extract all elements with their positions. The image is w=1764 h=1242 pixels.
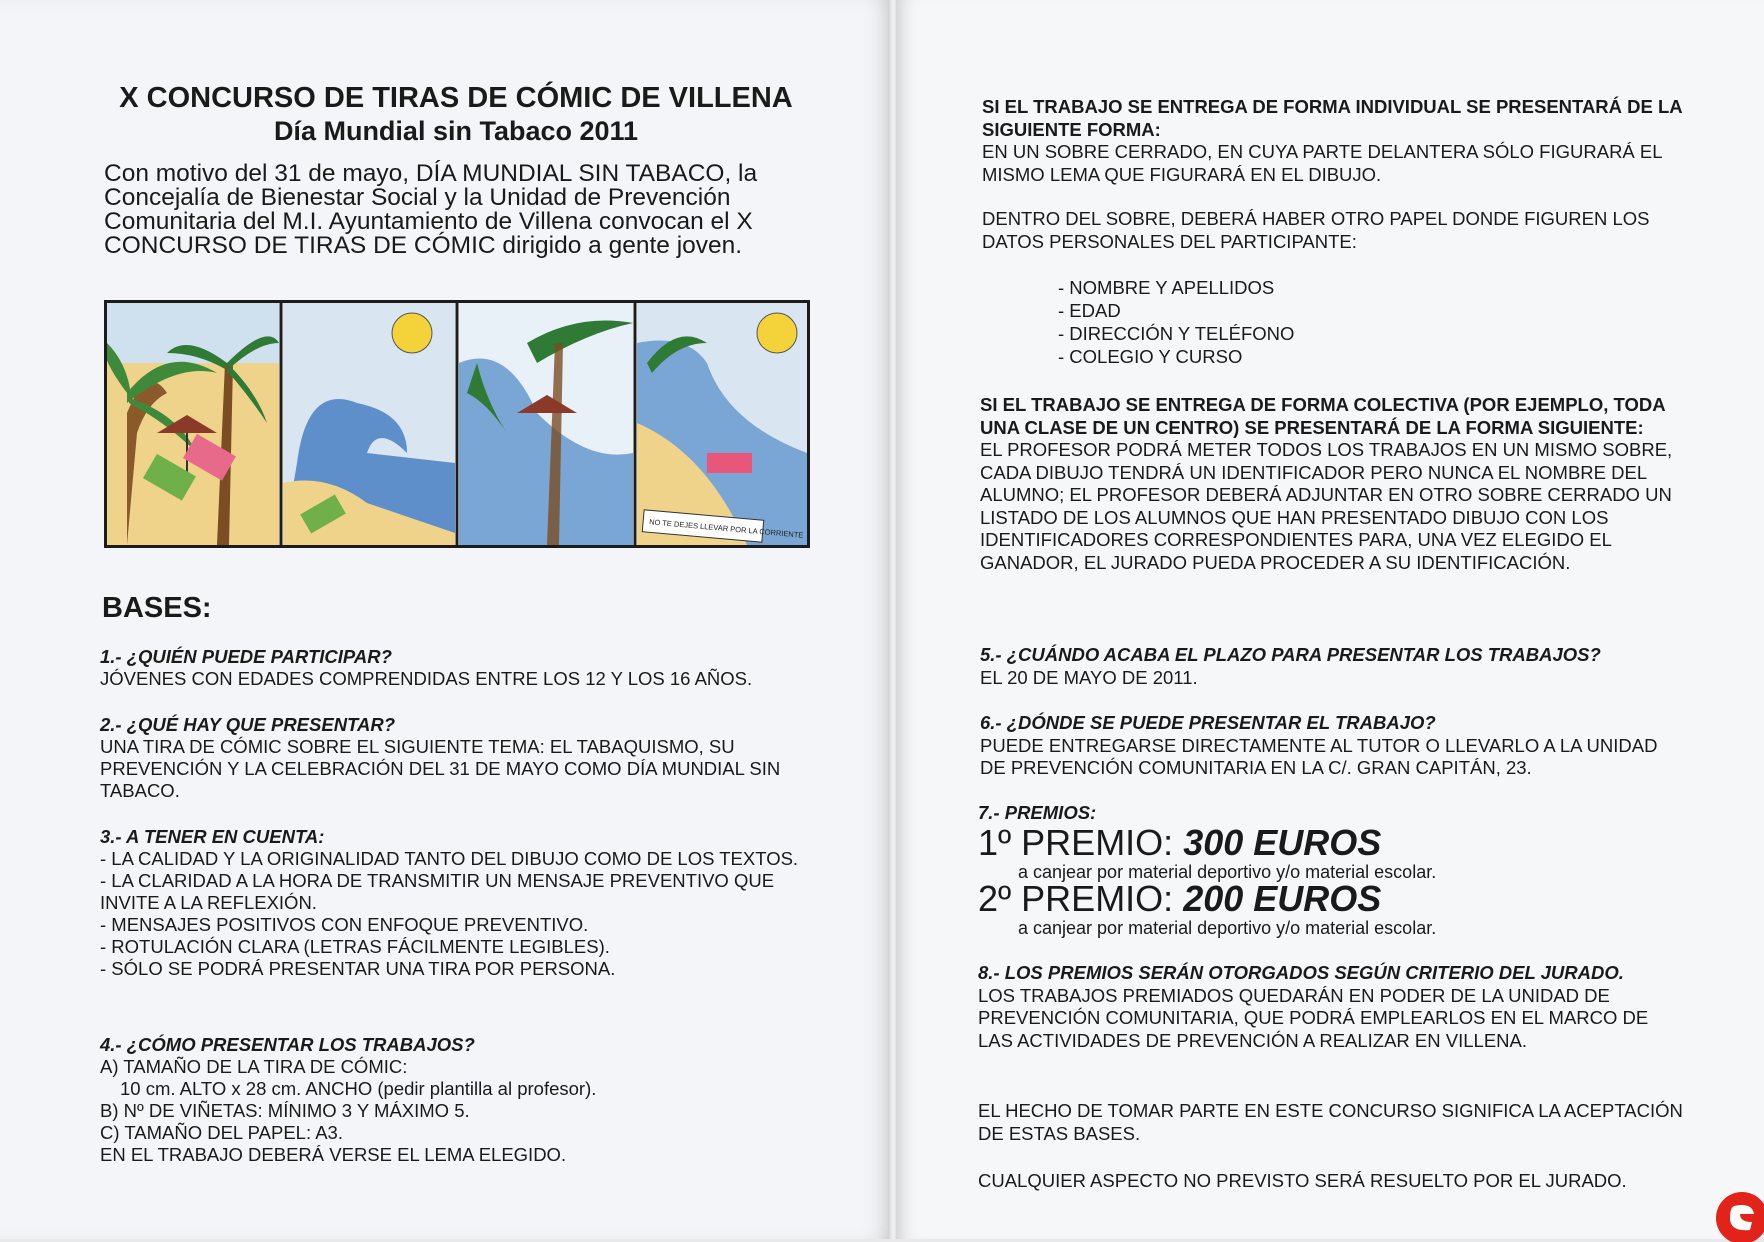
corner-logo-icon (1712, 1188, 1764, 1242)
section-3-item: - ROTULACIÓN CLARA (LETRAS FÁCILMENTE LEGIBLES). (100, 936, 610, 957)
section-4-item: A) TAMAÑO DE LA TIRA DE CÓMIC: (100, 1056, 408, 1077)
list-item: - NOMBRE Y APELLIDOS (1058, 277, 1275, 298)
section-3-item: - LA CLARIDAD A LA HORA DE TRANSMITIR UN MENSAJE PREVENTIVO QUE INVITE A LA REFLEXIÓN. (100, 870, 775, 913)
first-prize-amount: 300 EUROS (1183, 822, 1382, 863)
comic-sign-text: NO TE DEJES LLEVAR POR LA CORRIENTE (648, 517, 804, 540)
individual-submission (982, 96, 1688, 186)
comic-panel-3 (459, 303, 633, 545)
comic-strip-illustration (107, 303, 807, 545)
second-prize (978, 880, 1381, 918)
section-4-item: C) TAMAÑO DEL PAPEL: A3. (100, 1122, 343, 1143)
section-1-answer: JÓVENES CON EDADES COMPRENDIDAS ENTRE LOS 12 Y LOS 16 AÑOS. (100, 668, 753, 689)
acceptance-text: EL HECHO DE TOMAR PARTE EN ESTE CONCURSO SIGNIFICA LA ACEPTACIÓN DE ESTAS BASES. (978, 1100, 1683, 1144)
comic-strip (104, 300, 810, 548)
section-8-question: 8.- LOS PREMIOS SERÁN OTORGADOS SEGÚN CRITERIO DEL JURADO. (978, 962, 1624, 983)
section-1-question: 1.- ¿QUIÉN PUEDE PARTICIPAR? (100, 646, 392, 667)
second-prize-note: a canjear por material deportivo y/o material escolar. (1018, 918, 1437, 938)
section-6-answer: PUEDE ENTREGARSE DIRECTAMENTE AL TUTOR O LLEVARLO A LA UNIDAD DE PREVENCIÓN COMUNITARIA EN LA C/. GRAN CAPITÁN, 23. (980, 734, 1658, 778)
list-item: - DIRECCIÓN Y TELÉFONO (1058, 323, 1295, 344)
closing-text: CUALQUIER ASPECTO NO PREVISTO SERÁ RESUELTO POR EL JURADO. (978, 1170, 1627, 1191)
section-2-question: 2.- ¿QUÉ HAY QUE PRESENTAR? (100, 714, 396, 735)
comic-panel-2 (283, 303, 455, 545)
section-3-item: - SÓLO SE PODRÁ PRESENTAR UNA TIRA POR PERSONA. (100, 958, 616, 979)
contest-subtitle: Día Mundial sin Tabaco 2011 (273, 116, 639, 146)
section-6 (980, 712, 1688, 780)
section-8-answer: LOS TRABAJOS PREMIADOS QUEDARÁN EN PODER DE LA UNIDAD DE PREVENCIÓN COMUNITARIA, QUE PODRÁ EMPLEARLOS EN EL MARCO DE LAS ACTIVIDADES DE PREVENCIÓN A REALIZAR EN VILLENA. (978, 984, 1649, 1051)
collective-text: EL PROFESOR PODRÁ METER TODOS LOS TRABAJOS EN UN MISMO SOBRE, CADA DIBUJO TENDRÁ UN IDENTIFICADOR PERO NUNCA EL NOMBRE DEL ALUMNO; EL PROFESOR DEBERÁ ADJUNTAR EN OTRO SOBRE CERRADO UN LISTADO DE LOS ALUMNOS QUE HAN PRESENTADO DIBUJO CON LOS IDENTIFICADORES CORRESPONDIENTES PARA, UNA VEZ ELEGIDO EL GANADOR, EL JURADO PUEDA PROCEDER A SU IDENTIFICACIÓN. (980, 439, 1673, 573)
section-5-answer: EL 20 DE MAYO DE 2011. (980, 666, 1198, 688)
section-6-question: 6.- ¿DÓNDE SE PUEDE PRESENTAR EL TRABAJO? (980, 712, 1436, 733)
list-item: - COLEGIO Y CURSO (1058, 346, 1243, 367)
section-4 (100, 1034, 812, 1166)
section-3-item: - MENSAJES POSITIVOS CON ENFOQUE PREVENTIVO. (100, 914, 589, 935)
second-prize-amount: 200 EUROS (1183, 878, 1382, 919)
second-prize-label: 2º PREMIO: (978, 878, 1184, 919)
section-4-item: B) Nº DE VIÑETAS: MÍNIMO 3 Y MÁXIMO 5. (100, 1100, 470, 1121)
section-5 (980, 644, 1688, 689)
comic-panel-4 (637, 303, 807, 545)
list-item: - EDAD (1058, 300, 1121, 321)
section-3 (100, 826, 812, 980)
section-2 (100, 714, 812, 802)
section-4-item: EN EL TRABAJO DEBERÁ VERSE EL LEMA ELEGIDO. (100, 1144, 567, 1165)
section-5-question: 5.- ¿CUÁNDO ACABA EL PLAZO PARA PRESENTAR LOS TRABAJOS? (980, 644, 1601, 665)
first-prize-note: a canjear por material deportivo y/o material escolar. (1018, 862, 1437, 882)
participant-data-list (1058, 276, 1294, 368)
bases-heading: BASES: (102, 592, 212, 624)
section-4-question: 4.- ¿CÓMO PRESENTAR LOS TRABAJOS? (100, 1034, 475, 1055)
section-3-question: 3.- A TENER EN CUENTA: (100, 826, 325, 847)
section-1 (100, 646, 812, 690)
section-4-item: 10 cm. ALTO x 28 cm. ANCHO (pedir plantilla al profesor). (120, 1078, 597, 1099)
individual-text: EN UN SOBRE CERRADO, EN CUYA PARTE DELANTERA SÓLO FIGURARÁ EL MISMO LEMA QUE FIGURARÁ EN EL DIBUJO. (982, 141, 1662, 185)
section-3-item: - LA CALIDAD Y LA ORIGINALIDAD TANTO DEL DIBUJO COMO DE LOS TEXTOS. (100, 848, 799, 869)
first-prize (978, 824, 1381, 862)
intro-paragraph: Con motivo del 31 de mayo, DÍA MUNDIAL SIN TABACO, la Concejalía de Bienestar Social y la Unidad de Prevención Comunitaria del M.I. Ayuntamiento de Villena convocan el X CONCURSO DE TIRAS DE CÓMIC dirigido a gente joven. (104, 160, 758, 259)
first-prize-label: 1º PREMIO: (978, 822, 1184, 863)
right-page (896, 0, 1764, 1239)
contest-title: X CONCURSO DE TIRAS DE CÓMIC DE VILLENA (119, 82, 793, 114)
section-2-answer: UNA TIRA DE CÓMIC SOBRE EL SIGUIENTE TEMA: EL TABAQUISMO, SU PREVENCIÓN Y LA CELEBRACIÓN DEL 31 DE MAYO COMO DÍA MUNDIAL SIN TABACO. (100, 736, 781, 801)
section-7-question: 7.- PREMIOS: (978, 802, 1097, 823)
collective-heading: SI EL TRABAJO SE ENTREGA DE FORMA COLECTIVA (POR EJEMPLO, TODA UNA CLASE DE UN CENTRO) SE PRESENTARÁ DE LA FORMA SIGUIENTE: (980, 394, 1665, 438)
inside-envelope-text: DENTRO DEL SOBRE, DEBERÁ HABER OTRO PAPEL DONDE FIGUREN LOS DATOS PERSONALES DEL PARTICIPANTE: (982, 208, 1650, 252)
collective-submission (980, 394, 1688, 574)
individual-heading: SI EL TRABAJO SE ENTREGA DE FORMA INDIVIDUAL SE PRESENTARÁ DE LA SIGUIENTE FORMA: (982, 96, 1682, 140)
comic-panel-1 (107, 303, 279, 545)
section-8 (978, 962, 1686, 1052)
